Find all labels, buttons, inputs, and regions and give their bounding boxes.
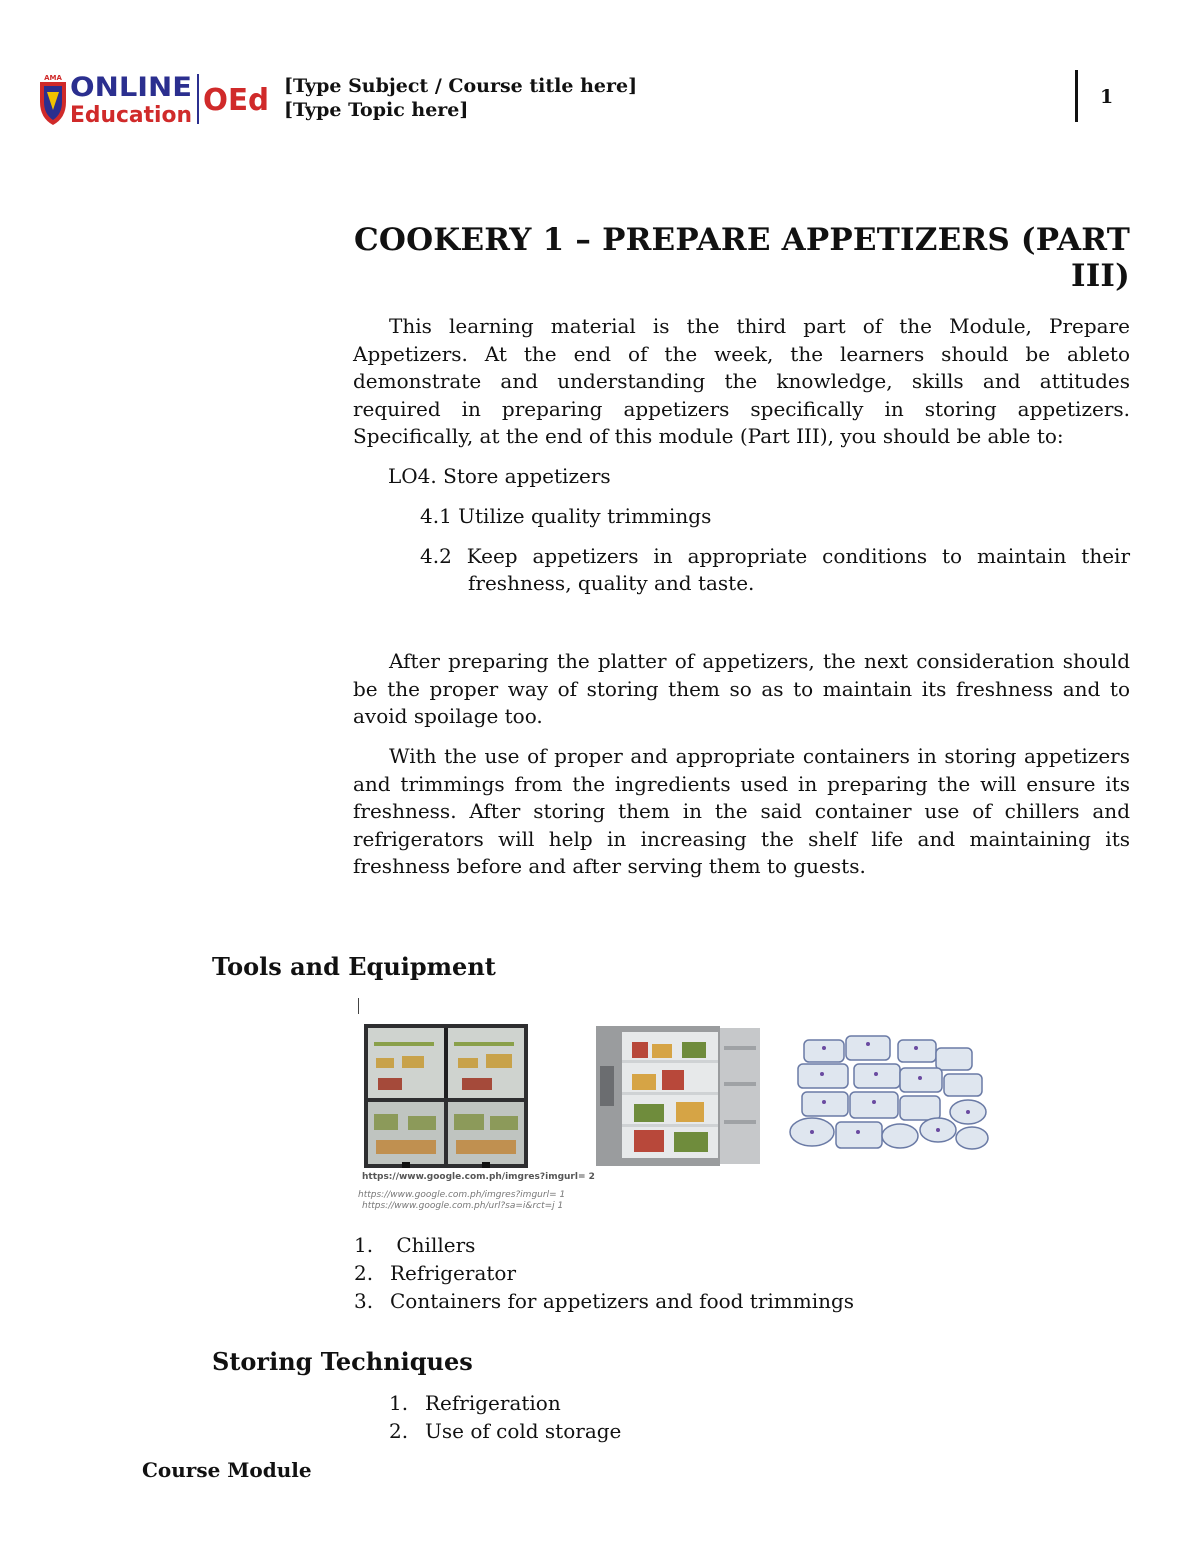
storing-techniques-list xyxy=(389,1389,621,1445)
paragraph-platter: After preparing the platter of appetizers, the next consideration should be the proper way of storing them so as to maintain its freshness and to avoid spoilage too. xyxy=(353,649,1130,728)
containers-block xyxy=(353,743,1130,881)
tools-list xyxy=(354,1231,854,1315)
list-item: 2. Use of cold storage xyxy=(389,1419,622,1443)
storing-techniques-heading: Storing Techniques xyxy=(212,1347,473,1376)
tools-heading: Tools and Equipment xyxy=(212,952,496,981)
page-number: 1 xyxy=(1100,86,1114,108)
learning-outcome-label: LO4. Store appetizers xyxy=(388,464,611,488)
list-item: 2. Refrigerator xyxy=(354,1261,517,1285)
intro-paragraph-block xyxy=(353,313,1130,451)
learning-outcome-item-2: 4.2 Keep appetizers in appropriate conditions to maintain their freshness, quality and taste. xyxy=(420,544,1130,595)
storing-intro-block xyxy=(353,648,1130,731)
list-item: 1. Refrigeration xyxy=(389,1391,561,1415)
chiller-image xyxy=(362,1024,530,1170)
footer-course-module: Course Module xyxy=(142,1458,312,1482)
intro-paragraph: This learning material is the third part of the Module, Prepare Appetizers. At the end of the week, the learners should be ableto demonstrate and understanding the knowledge, skills and attitudes required in preparing appetizers specifically in storing appetizers. Specifically, at the end of this module (Part III), you should be able to: xyxy=(353,314,1130,448)
page-title: COOKERY 1 – PREPARE APPETIZERS (PART III) xyxy=(354,222,1130,294)
crest-icon xyxy=(40,74,66,125)
list-item: 3. Containers for appetizers and food trimmings xyxy=(354,1289,855,1313)
image-caption-3: https://www.google.com.ph/url?sa=i&rct=j 1 xyxy=(362,1201,564,1211)
header-subject: [Type Subject / Course title here] xyxy=(284,75,638,97)
paragraph-containers: With the use of proper and appropriate containers in storing appetizers and trimmings from the ingredients used in preparing the will ensure its freshness. After storing them in the said container use of chillers and refrigerators will help in increasing the shelf life and maintaining its freshness before and after serving them to guests. xyxy=(353,744,1130,878)
food-containers-image xyxy=(788,1034,990,1156)
logo-word-online: ONLINE xyxy=(70,72,192,103)
header-text xyxy=(284,74,637,122)
header-topic: [Type Topic here] xyxy=(284,99,469,121)
refrigerator-image xyxy=(592,1026,764,1166)
header-divider xyxy=(1075,70,1078,122)
logo-oed-mark: OEd xyxy=(203,83,269,118)
logo-word-education: Education xyxy=(70,103,192,128)
list-item: 1. Chillers xyxy=(354,1233,476,1257)
image-caption-1: https://www.google.com.ph/imgres?imgurl= 2 xyxy=(362,1172,595,1182)
online-education-logo xyxy=(36,70,276,128)
learning-outcome-item-1: 4.1 Utilize quality trimmings xyxy=(420,504,712,528)
image-caption-2: https://www.google.com.ph/imgres?imgurl= 1 xyxy=(358,1190,566,1200)
svg-text:AMA: AMA xyxy=(44,74,62,82)
text-cursor xyxy=(358,998,359,1014)
